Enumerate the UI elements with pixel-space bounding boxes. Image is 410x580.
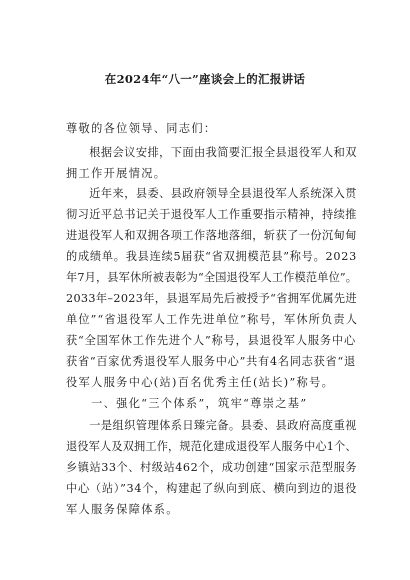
paragraph-line: 近年来，县委、县政府领导全县退役军人系统深入贯 <box>66 187 357 200</box>
paragraph-line: 退役军人及双拥工作，规范化建成退役军人服务中心1个、 <box>66 440 357 453</box>
paragraph-line: 获“全国军休工作先进个人”称号，县退役军人服务中心 <box>66 334 357 347</box>
paragraph-line: 军人服务保障体系。 <box>66 503 179 516</box>
section-heading: 一、强化“三个体系”，筑牢“尊崇之基” <box>66 397 308 410</box>
paragraph-line: 单位”“省退役军人工作先进单位”称号，军休所负责人 <box>66 313 359 326</box>
paragraph-line: 根据会议安排，下面由我简要汇报全县退役军人和双 <box>66 146 357 159</box>
paragraph-line: 2033年–2023年，县退军局先后被授予“省拥军优属先进 <box>66 292 357 305</box>
paragraph-line: 拥工作开展情况。 <box>66 167 167 180</box>
paragraph-line: 役军人服务中心(站)百名优秀主任(站长)”称号。 <box>66 376 335 389</box>
paragraph-line: 中心（站）”34个，构建起了纵向到底、横向到边的退役 <box>66 482 358 495</box>
paragraph-line: 一是组织管理体系日臻完备。县委、县政府高度重视 <box>66 419 357 432</box>
paragraph-line: 进退役军人和双拥各项工作落地落细，斩获了一份沉甸甸 <box>66 229 357 242</box>
paragraph-line: 彻习近平总书记关于退役军人工作重要指示精神，持续推 <box>66 208 357 221</box>
paragraph-line: 年7月，县军休所被表彰为“全国退役军人工作模范单位”。 <box>66 271 358 284</box>
paragraph-line: 获省“百家优秀退役军人服务中心”共有4名同志获省“退 <box>66 355 356 368</box>
paragraph-line: 乡镇站33个、村级站462个，成功创建“国家示范型服务 <box>66 461 358 474</box>
document-title: 在2024年“八一”座谈会上的汇报讲话 <box>104 72 306 86</box>
salutation: 尊敬的各位领导、同志们： <box>66 122 217 135</box>
paragraph-line: 的成绩单。我县连续5届获“省双拥模范县”称号。2023 <box>66 250 358 263</box>
